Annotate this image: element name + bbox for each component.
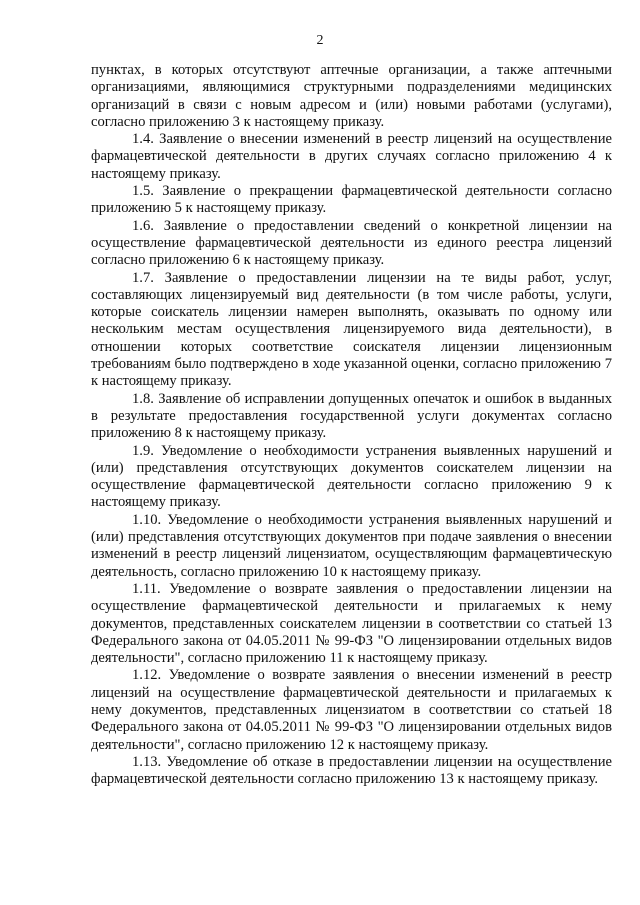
paragraph-1-7: 1.7. Заявление о предоставлении лицензии на те виды работ, услуг, составляющих лицензируемый вид деятельности (в том числе работы, услуги, которые соискатель лицензии намерен выполнять, оказывать по одному или нескольким местам осуществления лицензируемого вида деятельности), в отношении которых соответствие соискателя лицензии лицензионным требованиям было подтверждено в ходе указанной оценки, согласно приложению 7 к настоящему приказу.: [91, 269, 612, 390]
paragraph-continuation: пунктах, в которых отсутствуют аптечные организации, а также аптечными организациями, являющимися структурными подразделениями медицинских организаций в связи с новым адресом и (или) новыми работами (услугами), согласно приложению 3 к настоящему приказу.: [91, 62, 612, 130]
page-number: 2: [316, 33, 324, 48]
paragraph-1-9: 1.9. Уведомление о необходимости устранения выявленных нарушений и (или) представления отсутствующих документов соискателем лицензии на осуществление фармацевтической деятельности согласно приложению 9 к настоящему приказу.: [91, 442, 612, 511]
paragraph-1-11: 1.11. Уведомление о возврате заявления о предоставлении лицензии на осуществление фармацевтической деятельности и прилагаемых к нему документов, представленных соискателем лицензии в соответствии со статьей 13 Федерального закона от 04.05.2011 № 99-ФЗ "О лицензировании отдельных видов деятельности", согласно приложению 11 к настоящему приказу.: [91, 580, 612, 667]
document-body: [91, 62, 612, 788]
paragraph-1-4: 1.4. Заявление о внесении изменений в реестр лицензий на осуществление фармацевтической деятельности в других случаях согласно приложению 4 к настоящему приказу.: [91, 131, 612, 182]
paragraph-1-10: 1.10. Уведомление о необходимости устранения выявленных нарушений и (или) представления отсутствующих документов при подаче заявления о внесении изменений в реестр лицензий лицензиатом, осуществляющим фармацевтическую деятельность, согласно приложению 10 к настоящему приказу.: [91, 511, 612, 580]
paragraph-1-13: 1.13. Уведомление об отказе в предоставлении лицензии на осуществление фармацевтической деятельности согласно приложению 13 к настоящему приказу.: [91, 753, 612, 788]
paragraph-1-6: 1.6. Заявление о предоставлении сведений о конкретной лицензии на осуществление фармацевтической деятельности из единого реестра лицензий согласно приложению 6 к настоящему приказу.: [91, 217, 612, 269]
paragraph-1-12: 1.12. Уведомление о возврате заявления о внесении изменений в реестр лицензий на осуществление фармацевтической деятельности и прилагаемых к нему документов, представленных лицензиатом в соответствии со статьей 18 Федерального закона от 04.05.2011 № 99-ФЗ "О лицензировании отдельных видов деятельности", согласно приложению 12 к настоящему приказу.: [91, 667, 612, 753]
paragraph-1-5: 1.5. Заявление о прекращении фармацевтической деятельности согласно приложению 5 к настоящему приказу.: [91, 183, 612, 217]
paragraph-1-8: 1.8. Заявление об исправлении допущенных опечаток и ошибок в выданных в результате предоставления государственной услуги документах согласно приложению 8 к настоящему приказу.: [91, 390, 612, 442]
